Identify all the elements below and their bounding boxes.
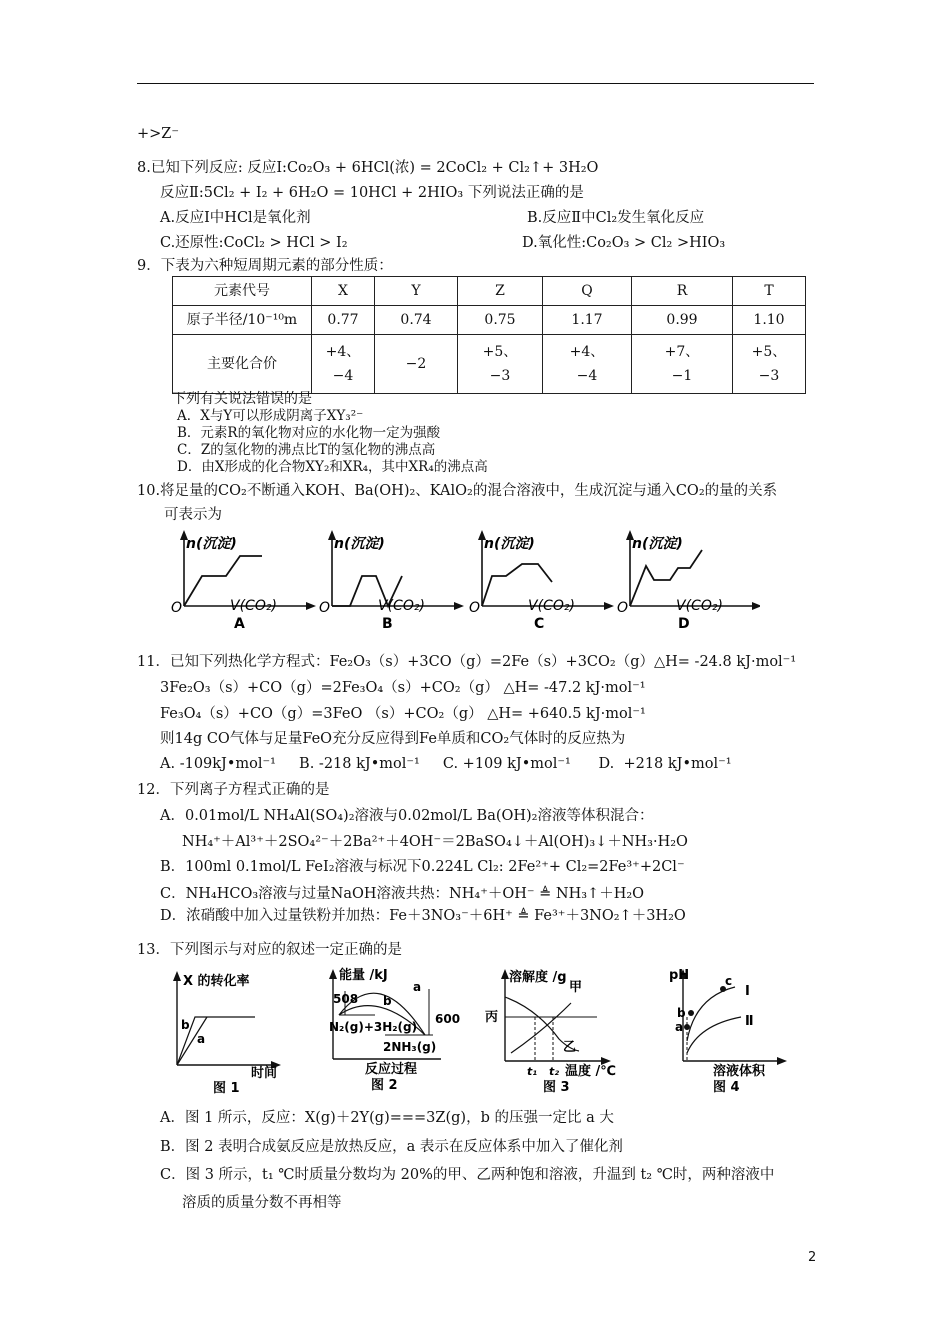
q10-graph-a [171, 530, 316, 632]
fig3-t2: t₂ [549, 1065, 560, 1078]
table-cell: R [632, 277, 733, 306]
table-cell: 0.74 [375, 306, 458, 335]
q8-option-a: A.反应Ⅰ中HCl是氧化剂 [160, 210, 311, 226]
fig4-I: Ⅰ [745, 984, 750, 999]
q11-line1: 11．已知下列热化学方程式：Fe₂O₃（s）+3CO（g）=2Fe（s）+3CO₂（g）△H= -24.8 kJ·mol⁻¹ [137, 654, 797, 670]
fig4-caption: 图 4 [713, 1080, 740, 1095]
figure-1 [173, 971, 281, 1096]
table-cell: X [312, 277, 375, 306]
fig2-a: a [413, 980, 422, 994]
q8-option-c: C.还原性:CoCl₂ > HCl > I₂ [160, 235, 348, 251]
table-cell: +4、 −4 [312, 335, 375, 394]
fig1-xlabel: 时间 [251, 1066, 278, 1081]
origin-a: O [171, 600, 183, 616]
q13-stem: 13．下列图示与对应的叙述一定正确的是 [137, 942, 402, 958]
q10-line2: 可表示为 [164, 507, 222, 523]
xlabel-b: V(CO₂) [378, 598, 425, 614]
ylabel-d: n(沉淀) [632, 536, 683, 552]
label-a: A [234, 616, 245, 632]
q9-option-d: D．由X形成的化合物XY₂和XR₄，其中XR₄的沸点高 [177, 459, 488, 475]
fig4-a: a [675, 1020, 684, 1034]
figure-4 [669, 968, 787, 1095]
table-cell: Z [458, 277, 543, 306]
q9-stem: 9．下表为六种短周期元素的部分性质： [137, 258, 393, 274]
table-cell: +5、 −3 [458, 335, 543, 394]
fig4-point-b [688, 1010, 694, 1016]
q11-line2: 3Fe₂O₃（s）+CO（g）=2Fe₃O₄（s）+CO₂（g） △H= -47.2 kJ·mol⁻¹ [160, 680, 646, 696]
table-header-row [173, 277, 806, 306]
fig4-c: c [725, 974, 733, 988]
table-cell: 主要化合价 [173, 335, 312, 394]
fig3-caption: 图 3 [543, 1080, 570, 1095]
page-number: 2 [808, 1250, 817, 1265]
table-row [173, 306, 806, 335]
fig4-xlabel: 溶液体积 [713, 1064, 766, 1079]
q13-option-c1: C．图 3 所示，t₁ ℃时质量分数均为 20%的甲、乙两种饱和溶液，升温到 t₂ ℃时，两种溶液中 [160, 1167, 775, 1183]
fig1-caption: 图 1 [213, 1081, 240, 1096]
fig3-t1: t₁ [527, 1065, 538, 1078]
table-cell: +5、 −3 [733, 335, 806, 394]
table-cell: 1.17 [543, 306, 632, 335]
table-cell: 1.10 [733, 306, 806, 335]
fig3-yi: 乙 [563, 1040, 577, 1055]
fig4-b: b [677, 1006, 686, 1020]
q10-graphs [170, 528, 760, 636]
table-cell: 原子半径/10⁻¹⁰m [173, 306, 312, 335]
table-cell: −2 [375, 335, 458, 394]
figure-3 [485, 969, 616, 1095]
q13-option-c2: 溶质的质量分数不再相等 [182, 1195, 342, 1211]
q13-graphs [165, 965, 795, 1100]
q8-line2: 反应Ⅱ:5Cl₂ + I₂ + 6H₂O = 10HCl + 2HIO₃ 下列说法正确的是 [160, 185, 584, 201]
table-cell: Q [543, 277, 632, 306]
q13-option-a: A．图 1 所示，反应：X(g)＋2Y(g)===3Z(g)，b 的压强一定比 a 大 [160, 1110, 614, 1126]
ylabel-b: n(沉淀) [334, 536, 385, 552]
q10-graph-c [469, 530, 614, 632]
q12-option-a2: NH₄⁺＋Al³⁺＋2SO₄²⁻＋2Ba²⁺＋4OH⁻＝2BaSO₄↓＋Al(OH)₃↓＋NH₃·H₂O [182, 834, 688, 850]
table-cell: 0.99 [632, 306, 733, 335]
q9-ask: 下列有关说法错误的是 [172, 391, 312, 407]
q8-line1: 8.已知下列反应: 反应Ⅰ:Co₂O₃ + 6HCl(浓) = 2CoCl₂ + Cl₂↑+ 3H₂O [137, 160, 599, 176]
fig2-508: 508 [333, 992, 359, 1006]
table-cell: 0.77 [312, 306, 375, 335]
fig1-b: b [181, 1018, 190, 1032]
label-c: C [534, 616, 545, 632]
fig2-product: 2NH₃(g) [383, 1040, 437, 1054]
header-rule [137, 83, 814, 84]
xlabel-c: V(CO₂) [528, 598, 575, 614]
fig4-II: Ⅱ [745, 1014, 754, 1029]
q11-options: A. -109kJ•mol⁻¹ B. -218 kJ•mol⁻¹ C. +109 kJ•mol⁻¹ D. +218 kJ•mol⁻¹ [160, 756, 732, 772]
q11-line3: Fe₃O₄（s）+CO（g）=3FeO （s）+CO₂（g） △H= +640.5 kJ·mol⁻¹ [160, 706, 646, 722]
q10-graph-b [319, 530, 464, 632]
q12-option-a1: A．0.01mol/L NH₄Al(SO₄)₂溶液与0.02mol/L Ba(OH)₂溶液等体积混合： [160, 808, 654, 824]
fig3-bing: 丙 [485, 1010, 499, 1025]
ylabel-c: n(沉淀) [484, 536, 535, 552]
figure-2 [329, 967, 460, 1093]
q9-option-b: B．元素R的氧化物对应的水化物一定为强酸 [177, 425, 441, 441]
origin-c: O [469, 600, 481, 616]
table-cell: T [733, 277, 806, 306]
fig3-ylabel: 溶解度 /g [509, 970, 567, 985]
q11-line4: 则14g CO气体与足量FeO充分反应得到Fe单质和CO₂气体时的反应热为 [160, 731, 626, 747]
q10-line1: 10.将足量的CO₂不断通入KOH、Ba(OH)₂、KAlO₂的混合溶液中，生成沉淀与通入CO₂的量的关系 [137, 483, 778, 499]
fig1-a: a [197, 1032, 206, 1046]
xlabel-a: V(CO₂) [230, 598, 277, 614]
table-cell: +4、 −4 [543, 335, 632, 394]
table-cell: 0.75 [458, 306, 543, 335]
fig4-point-a [684, 1024, 690, 1030]
origin-b: O [319, 600, 331, 616]
table-cell: Y [375, 277, 458, 306]
label-d: D [678, 616, 690, 632]
ylabel-a: n(沉淀) [186, 536, 237, 552]
fig2-reactants: N₂(g)+3H₂(g) [329, 1020, 418, 1034]
q12-option-b: B．100ml 0.1mol/L FeI₂溶液与标况下0.224L Cl₂: 2Fe²⁺+ Cl₂=2Fe³⁺+2Cl⁻ [160, 859, 685, 875]
q10-graph-d [617, 530, 760, 632]
q8-option-b: B.反应Ⅱ中Cl₂发生氧化反应 [527, 210, 705, 226]
table-cell: +7、 −1 [632, 335, 733, 394]
fig2-ylabel: 能量 /kJ [339, 968, 388, 983]
fig2-caption: 图 2 [371, 1078, 398, 1093]
fig3-xlabel: 温度 /℃ [565, 1064, 617, 1079]
fig2-b: b [383, 994, 392, 1008]
origin-d: O [617, 600, 629, 616]
fig2-xlabel: 反应过程 [365, 1062, 418, 1077]
fig4-ylabel: pH [669, 968, 690, 983]
fig1-ylabel: X 的转化率 [183, 974, 250, 989]
top-fragment: +>Z⁻ [137, 126, 180, 142]
fig3-jia: 甲 [569, 980, 583, 995]
q9-option-c: C．Z的氢化物的沸点比T的氢化物的沸点高 [177, 442, 436, 458]
label-b: B [382, 616, 393, 632]
xlabel-d: V(CO₂) [676, 598, 723, 614]
q9-option-a: A．X与Y可以形成阴离子XY₃²⁻ [177, 408, 364, 424]
q12-option-d: D．浓硝酸中加入过量铁粉并加热：Fe＋3NO₃⁻＋6H⁺ ≜ Fe³⁺＋3NO₂↑＋3H₂O [160, 908, 686, 924]
table-cell: 元素代号 [173, 277, 312, 306]
q12-stem: 12．下列离子方程式正确的是 [137, 782, 330, 798]
q8-option-d: D.氧化性:Co₂O₃ > Cl₂ >HIO₃ [522, 235, 726, 251]
table-row [173, 335, 806, 394]
element-properties-table [172, 276, 806, 394]
fig2-600: 600 [435, 1012, 461, 1026]
q12-option-c: C．NH₄HCO₃溶液与过量NaOH溶液共热：NH₄⁺＋OH⁻ ≜ NH₃↑＋H₂O [160, 886, 645, 902]
q13-option-b: B．图 2 表明合成氨反应是放热反应，a 表示在反应体系中加入了催化剂 [160, 1139, 623, 1155]
